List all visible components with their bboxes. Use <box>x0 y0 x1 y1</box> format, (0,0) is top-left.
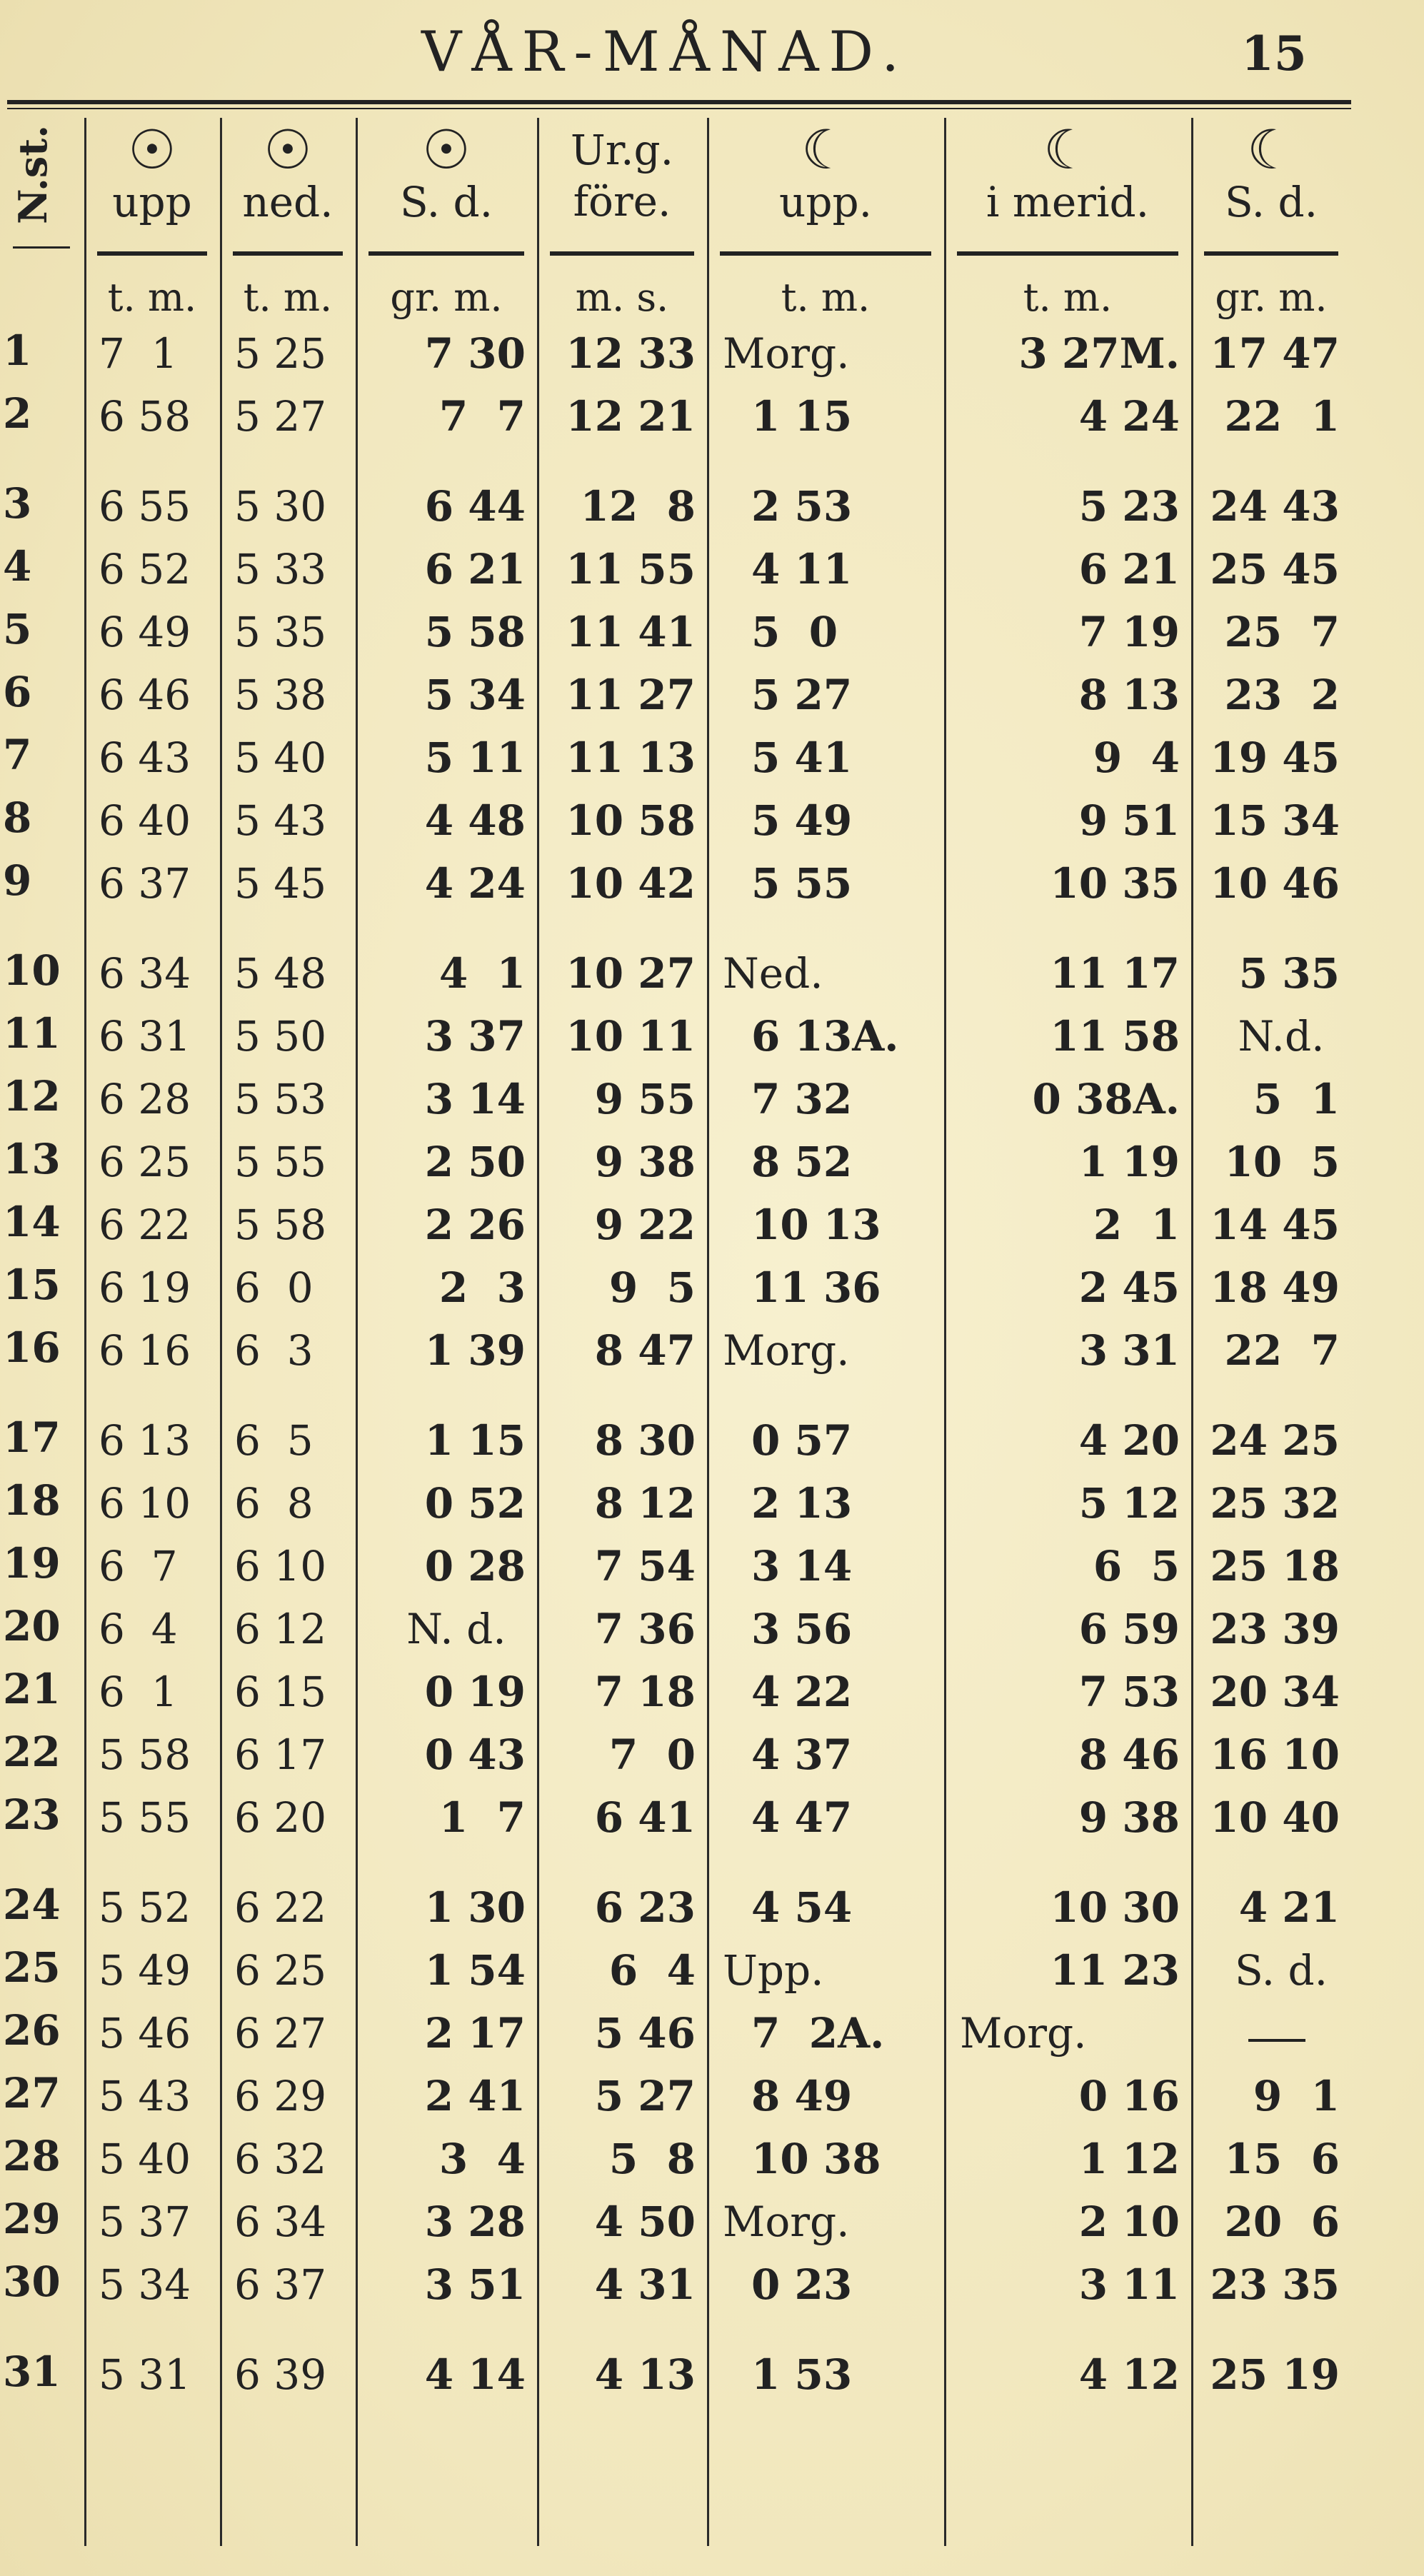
table-cell: 6 8 <box>234 1479 314 1528</box>
table-cell: 17 47 <box>1210 329 1340 378</box>
day-number: 2 <box>3 389 32 438</box>
table-cell: 5 40 <box>99 2135 191 2183</box>
table-cell: 3 31 <box>1078 1326 1180 1375</box>
table-cell: 2 3 <box>438 1263 526 1312</box>
day-number: 26 <box>3 2006 61 2055</box>
table-cell: 6 17 <box>234 1730 327 1779</box>
table-cell: 9 4 <box>1093 733 1180 782</box>
table-cell: 7 0 <box>608 1730 696 1779</box>
header-underline <box>550 251 694 256</box>
table-cell: 10 30 <box>1050 1883 1180 1932</box>
table-cell: 10 5 <box>1224 1138 1340 1186</box>
day-number: 24 <box>3 1880 61 1929</box>
table-cell: 6 46 <box>99 671 191 719</box>
day-number: 5 <box>3 605 32 653</box>
table-cell: 5 35 <box>1238 949 1340 998</box>
table-cell: 4 12 <box>1078 2350 1180 2399</box>
table-cell: 6 5 <box>1093 1542 1180 1590</box>
table-cell: 6 41 <box>594 1793 696 1842</box>
table-cell: 2 26 <box>424 1201 526 1249</box>
table-cell: 5 55 <box>234 1138 327 1186</box>
table-cell: 5 31 <box>99 2350 191 2399</box>
table-cell: 4 1 <box>438 949 526 998</box>
table-cell: 5 0 <box>751 608 838 656</box>
table-cell: 20 6 <box>1224 2197 1340 2246</box>
table-cell: 12 21 <box>566 392 696 441</box>
table-cell: 6 40 <box>99 796 191 845</box>
table-cell: 2 1 <box>1093 1201 1180 1249</box>
column-header-label: S. d. <box>1224 178 1318 226</box>
table-cell: 5 55 <box>99 1793 191 1842</box>
table-cell: 19 45 <box>1210 733 1340 782</box>
day-number: 31 <box>3 2347 61 2396</box>
table-cell: 0 19 <box>424 1668 526 1716</box>
table-cell: 6 21 <box>424 545 526 593</box>
table-cell: 11 58 <box>1050 1012 1180 1061</box>
table-cell: 23 2 <box>1224 671 1340 719</box>
table-cell: 4 47 <box>751 1793 853 1842</box>
table-cell: 10 13 <box>751 1201 881 1249</box>
table-cell: Morg. <box>723 2197 850 2246</box>
table-cell: 6 29 <box>234 2072 327 2120</box>
table-cell: 11 13 <box>566 733 696 782</box>
day-number: 10 <box>3 946 61 995</box>
table-cell: 7 54 <box>594 1542 696 1590</box>
table-cell: 11 41 <box>566 608 696 656</box>
header-rule <box>7 100 1351 104</box>
table-cell: 7 2A. <box>751 2009 885 2058</box>
table-cell: 5 12 <box>1078 1479 1180 1528</box>
table-cell: 5 41 <box>751 733 853 782</box>
table-cell: 11 55 <box>566 545 696 593</box>
table-cell: 1 7 <box>438 1793 526 1842</box>
table-cell: 6 58 <box>99 392 191 441</box>
table-cell: 4 14 <box>424 2350 526 2399</box>
table-cell: 3 56 <box>751 1605 853 1653</box>
table-cell: 7 32 <box>751 1075 853 1123</box>
table-cell: 10 27 <box>566 949 696 998</box>
table-cell: 18 49 <box>1210 1263 1340 1312</box>
table-cell: 3 14 <box>751 1542 853 1590</box>
table-cell: 5 40 <box>234 733 327 782</box>
table-cell: 11 23 <box>1050 1946 1180 1995</box>
table-cell: 1 15 <box>424 1416 526 1465</box>
column-header-label: upp <box>112 178 192 226</box>
table-cell: Morg. <box>960 2009 1087 2058</box>
day-number: 14 <box>3 1198 61 1246</box>
table-cell: 0 23 <box>751 2260 853 2309</box>
table-cell: 5 35 <box>234 608 327 656</box>
table-cell: 5 27 <box>234 392 327 441</box>
column-header-moon_up <box>707 118 944 226</box>
day-number: 28 <box>3 2132 61 2180</box>
table-cell: 6 34 <box>234 2197 327 2246</box>
unit-label-sun_up: t. m. <box>107 275 197 320</box>
table-cell: 4 13 <box>594 2350 696 2399</box>
day-number: 23 <box>3 1790 61 1839</box>
table-cell: 5 46 <box>594 2009 696 2058</box>
table-cell: 4 54 <box>751 1883 853 1932</box>
table-cell: 25 32 <box>1210 1479 1340 1528</box>
column-header-clock <box>537 121 707 227</box>
day-number: 22 <box>3 1728 61 1776</box>
table-cell: 6 55 <box>99 482 191 531</box>
table-cell: 1 19 <box>1078 1138 1180 1186</box>
day-number: 3 <box>3 479 32 528</box>
empty-cell-dash <box>1248 2039 1305 2042</box>
table-cell: 2 41 <box>424 2072 526 2120</box>
day-number: 6 <box>3 668 32 716</box>
table-cell: 6 10 <box>234 1542 327 1590</box>
header-rule-thin <box>7 108 1351 109</box>
table-cell: N.d. <box>1238 1012 1325 1061</box>
table-cell: 7 18 <box>594 1668 696 1716</box>
table-cell: 6 10 <box>99 1479 191 1528</box>
table-cell: 6 13 <box>99 1416 191 1465</box>
table-cell: 6 59 <box>1078 1605 1180 1653</box>
table-cell: 12 33 <box>566 329 696 378</box>
table-cell: 5 27 <box>751 671 853 719</box>
table-cell: 0 52 <box>424 1479 526 1528</box>
table-cell: 4 11 <box>751 545 853 593</box>
table-cell: 23 35 <box>1210 2260 1340 2309</box>
header-underline <box>368 251 524 256</box>
table-cell: 5 55 <box>751 859 853 908</box>
table-cell: 1 39 <box>424 1326 526 1375</box>
table-cell: 1 12 <box>1078 2135 1180 2183</box>
unit-label-moon_decl: gr. m. <box>1215 275 1328 320</box>
table-cell: 1 30 <box>424 1883 526 1932</box>
table-cell: 0 43 <box>424 1730 526 1779</box>
table-cell: 6 3 <box>234 1326 314 1375</box>
table-cell: 5 48 <box>234 949 327 998</box>
column-header-moon_merid <box>944 118 1191 226</box>
table-cell: 6 49 <box>99 608 191 656</box>
table-cell: 4 31 <box>594 2260 696 2309</box>
table-cell: 4 21 <box>1238 1883 1340 1932</box>
table-cell: 10 42 <box>566 859 696 908</box>
table-cell: 22 7 <box>1224 1326 1340 1375</box>
table-cell: 10 35 <box>1050 859 1180 908</box>
header-underline <box>957 251 1178 256</box>
table-cell: 6 7 <box>99 1542 178 1590</box>
table-cell: 4 50 <box>594 2197 696 2246</box>
table-cell: 25 18 <box>1210 1542 1340 1590</box>
table-cell: 3 37 <box>424 1012 526 1061</box>
table-cell: Upp. <box>723 1946 824 1995</box>
table-cell: Morg. <box>723 1326 850 1375</box>
header-underline <box>13 246 70 249</box>
table-cell: 4 24 <box>1078 392 1180 441</box>
table-cell: 5 37 <box>99 2197 191 2246</box>
table-cell: 5 49 <box>99 1946 191 1995</box>
day-number: 9 <box>3 856 32 905</box>
day-number: 8 <box>3 793 32 842</box>
table-cell: 25 7 <box>1224 608 1340 656</box>
table-cell: 6 32 <box>234 2135 327 2183</box>
table-cell: 6 37 <box>234 2260 327 2309</box>
day-number: 13 <box>3 1135 61 1183</box>
column-header-sun_decl <box>356 118 537 226</box>
table-cell: 3 28 <box>424 2197 526 2246</box>
table-cell: 8 46 <box>1078 1730 1180 1779</box>
header-underline <box>97 251 207 256</box>
table-cell: 9 38 <box>1078 1793 1180 1842</box>
table-cell: 0 57 <box>751 1416 853 1465</box>
table-cell: 24 43 <box>1210 482 1340 531</box>
table-cell: 3 14 <box>424 1075 526 1123</box>
table-cell: 20 34 <box>1210 1668 1340 1716</box>
table-cell: 6 27 <box>234 2009 327 2058</box>
day-number: 30 <box>3 2257 61 2306</box>
table-cell: 6 19 <box>99 1263 191 1312</box>
page-number: 15 <box>1241 26 1307 81</box>
table-cell: 9 55 <box>594 1075 696 1123</box>
unit-label-clock: m. s. <box>575 275 669 320</box>
column-header-symbol: ☉ <box>127 118 177 181</box>
table-cell: 6 21 <box>1078 545 1180 593</box>
table-cell: 5 33 <box>234 545 327 593</box>
table-cell: 5 38 <box>234 671 327 719</box>
table-cell: 9 38 <box>594 1138 696 1186</box>
table-cell: 6 5 <box>234 1416 314 1465</box>
column-header-label: upp. <box>778 178 873 226</box>
day-number: 21 <box>3 1665 61 1713</box>
table-cell: 6 43 <box>99 733 191 782</box>
page-title: VÅR-MÅNAD. <box>421 20 910 84</box>
table-cell: 5 27 <box>594 2072 696 2120</box>
column-header-moon_decl <box>1191 118 1351 226</box>
table-cell: 7 36 <box>594 1605 696 1653</box>
table-cell: 0 16 <box>1078 2072 1180 2120</box>
table-cell: 2 17 <box>424 2009 526 2058</box>
table-cell: 6 52 <box>99 545 191 593</box>
unit-label-sun_down: t. m. <box>243 275 333 320</box>
table-cell: 6 28 <box>99 1075 191 1123</box>
table-cell: 5 49 <box>751 796 853 845</box>
day-number: 12 <box>3 1072 61 1121</box>
day-number: 4 <box>3 542 32 591</box>
table-cell: 5 52 <box>99 1883 191 1932</box>
unit-label-sun_decl: gr. m. <box>390 275 503 320</box>
column-header-symbol: ☉ <box>263 118 313 181</box>
table-cell: 4 48 <box>424 796 526 845</box>
column-header-symbol: ☉ <box>421 118 471 181</box>
table-cell: 5 46 <box>99 2009 191 2058</box>
table-cell: 8 52 <box>751 1138 853 1186</box>
day-number: 11 <box>3 1009 61 1058</box>
table-cell: 1 54 <box>424 1946 526 1995</box>
table-cell: Ned. <box>723 949 823 998</box>
table-cell: 0 38A. <box>1032 1075 1180 1123</box>
table-cell: 3 27M. <box>1018 329 1180 378</box>
table-cell: 6 0 <box>234 1263 314 1312</box>
table-cell: 6 22 <box>99 1201 191 1249</box>
header-underline <box>720 251 931 256</box>
column-header-sun_down <box>220 118 356 226</box>
table-cell: 9 5 <box>608 1263 696 1312</box>
table-cell: 8 12 <box>594 1479 696 1528</box>
day-number: 16 <box>3 1323 61 1372</box>
header-underline <box>1204 251 1338 256</box>
table-cell: 6 23 <box>594 1883 696 1932</box>
table-cell: 2 53 <box>751 482 853 531</box>
table-cell: 5 58 <box>99 1730 191 1779</box>
table-cell: 8 49 <box>751 2072 853 2120</box>
table-cell: 4 20 <box>1078 1416 1180 1465</box>
column-header-label: ned. <box>242 178 334 226</box>
table-cell: 6 16 <box>99 1326 191 1375</box>
table-cell: 14 45 <box>1210 1201 1340 1249</box>
table-cell: 6 15 <box>234 1668 327 1716</box>
table-cell: 15 34 <box>1210 796 1340 845</box>
table-cell: 6 13A. <box>751 1012 899 1061</box>
table-cell: 5 43 <box>99 2072 191 2120</box>
table-cell: 6 39 <box>234 2350 327 2399</box>
table-cell: 8 47 <box>594 1326 696 1375</box>
table-cell: 12 8 <box>580 482 696 531</box>
table-cell: 6 34 <box>99 949 191 998</box>
day-number: 29 <box>3 2195 61 2243</box>
table-cell: 5 58 <box>424 608 526 656</box>
table-cell: Morg. <box>723 329 850 378</box>
table-cell: 6 12 <box>234 1605 327 1653</box>
table-cell: 4 22 <box>751 1668 853 1716</box>
table-cell: 1 53 <box>751 2350 853 2399</box>
table-cell: 6 44 <box>424 482 526 531</box>
table-cell: 7 1 <box>99 329 178 378</box>
table-cell: 5 8 <box>608 2135 696 2183</box>
table-cell: 6 4 <box>608 1946 696 1995</box>
table-cell: 10 40 <box>1210 1793 1340 1842</box>
day-number: 25 <box>3 1943 61 1992</box>
table-cell: 5 11 <box>424 733 526 782</box>
table-cell: 3 51 <box>424 2260 526 2309</box>
table-cell: 23 39 <box>1210 1605 1340 1653</box>
table-cell: 0 28 <box>424 1542 526 1590</box>
day-number: 15 <box>3 1261 61 1309</box>
table-cell: 5 1 <box>1253 1075 1340 1123</box>
table-cell: 24 25 <box>1210 1416 1340 1465</box>
table-cell: 6 22 <box>234 1883 327 1932</box>
day-number: 1 <box>3 326 32 375</box>
table-cell: 22 1 <box>1224 392 1340 441</box>
table-cell: 7 19 <box>1078 608 1180 656</box>
table-cell: 6 31 <box>99 1012 191 1061</box>
table-cell: 2 45 <box>1078 1263 1180 1312</box>
column-header-label: i merid. <box>986 178 1150 226</box>
table-cell: 5 25 <box>234 329 327 378</box>
table-cell: 10 38 <box>751 2135 881 2183</box>
table-cell: 5 45 <box>234 859 327 908</box>
table-cell: 10 46 <box>1210 859 1340 908</box>
table-cell: 4 37 <box>751 1730 853 1779</box>
table-cell: 1 15 <box>751 392 853 441</box>
table-cell: S. d. <box>1234 1946 1328 1995</box>
table-cell: 8 13 <box>1078 671 1180 719</box>
table-cell: 5 34 <box>99 2260 191 2309</box>
table-cell: 9 22 <box>594 1201 696 1249</box>
table-cell: 2 50 <box>424 1138 526 1186</box>
unit-label-moon_merid: t. m. <box>1023 275 1113 320</box>
table-cell: 5 43 <box>234 796 327 845</box>
table-cell: 5 58 <box>234 1201 327 1249</box>
column-header-symbol: ☾ <box>1043 118 1093 181</box>
column-header-symbol: ☾ <box>801 118 851 181</box>
day-number: 19 <box>3 1539 61 1588</box>
unit-label-moon_up: t. m. <box>781 275 871 320</box>
table-cell: 25 45 <box>1210 545 1340 593</box>
table-cell: 7 7 <box>438 392 526 441</box>
table-cell: 11 27 <box>566 671 696 719</box>
table-cell: 15 6 <box>1224 2135 1340 2183</box>
table-cell: 6 25 <box>99 1138 191 1186</box>
table-cell: 10 11 <box>566 1012 696 1061</box>
table-cell: 5 50 <box>234 1012 327 1061</box>
table-cell: 6 25 <box>234 1946 327 1995</box>
table-cell: 3 11 <box>1078 2260 1180 2309</box>
day-number: 18 <box>3 1476 61 1525</box>
table-cell: 5 53 <box>234 1075 327 1123</box>
day-number: 20 <box>3 1602 61 1650</box>
table-cell: 6 37 <box>99 859 191 908</box>
table-cell: 7 30 <box>424 329 526 378</box>
header-underline <box>233 251 343 256</box>
column-header-sun_up <box>84 118 220 226</box>
table-cell: 16 10 <box>1210 1730 1340 1779</box>
column-header-label: Ur.g. före. <box>570 126 674 226</box>
table-cell: 3 4 <box>438 2135 526 2183</box>
column-header-symbol: ☾ <box>1246 118 1296 181</box>
table-cell: 10 58 <box>566 796 696 845</box>
day-number: 7 <box>3 731 32 779</box>
table-cell: 5 30 <box>234 482 327 531</box>
table-cell: 8 30 <box>594 1416 696 1465</box>
table-cell: 5 34 <box>424 671 526 719</box>
table-cell: 9 51 <box>1078 796 1180 845</box>
table-cell: 7 53 <box>1078 1668 1180 1716</box>
table-cell: 2 10 <box>1078 2197 1180 2246</box>
table-cell: 11 17 <box>1050 949 1180 998</box>
table-cell: 4 24 <box>424 859 526 908</box>
table-cell: 6 1 <box>99 1668 178 1716</box>
day-number: 27 <box>3 2069 61 2118</box>
table-cell: 9 1 <box>1253 2072 1340 2120</box>
table-cell: 6 20 <box>234 1793 327 1842</box>
table-cell: 6 4 <box>99 1605 178 1653</box>
column-header-label: S. d. <box>399 178 493 226</box>
table-cell: 11 36 <box>751 1263 881 1312</box>
table-cell: 5 23 <box>1078 482 1180 531</box>
table-cell: 2 13 <box>751 1479 853 1528</box>
table-cell: 25 19 <box>1210 2350 1340 2399</box>
day-number: 17 <box>3 1413 61 1462</box>
table-cell: N. d. <box>406 1605 506 1653</box>
column-header-ns: N.st. <box>10 125 56 224</box>
